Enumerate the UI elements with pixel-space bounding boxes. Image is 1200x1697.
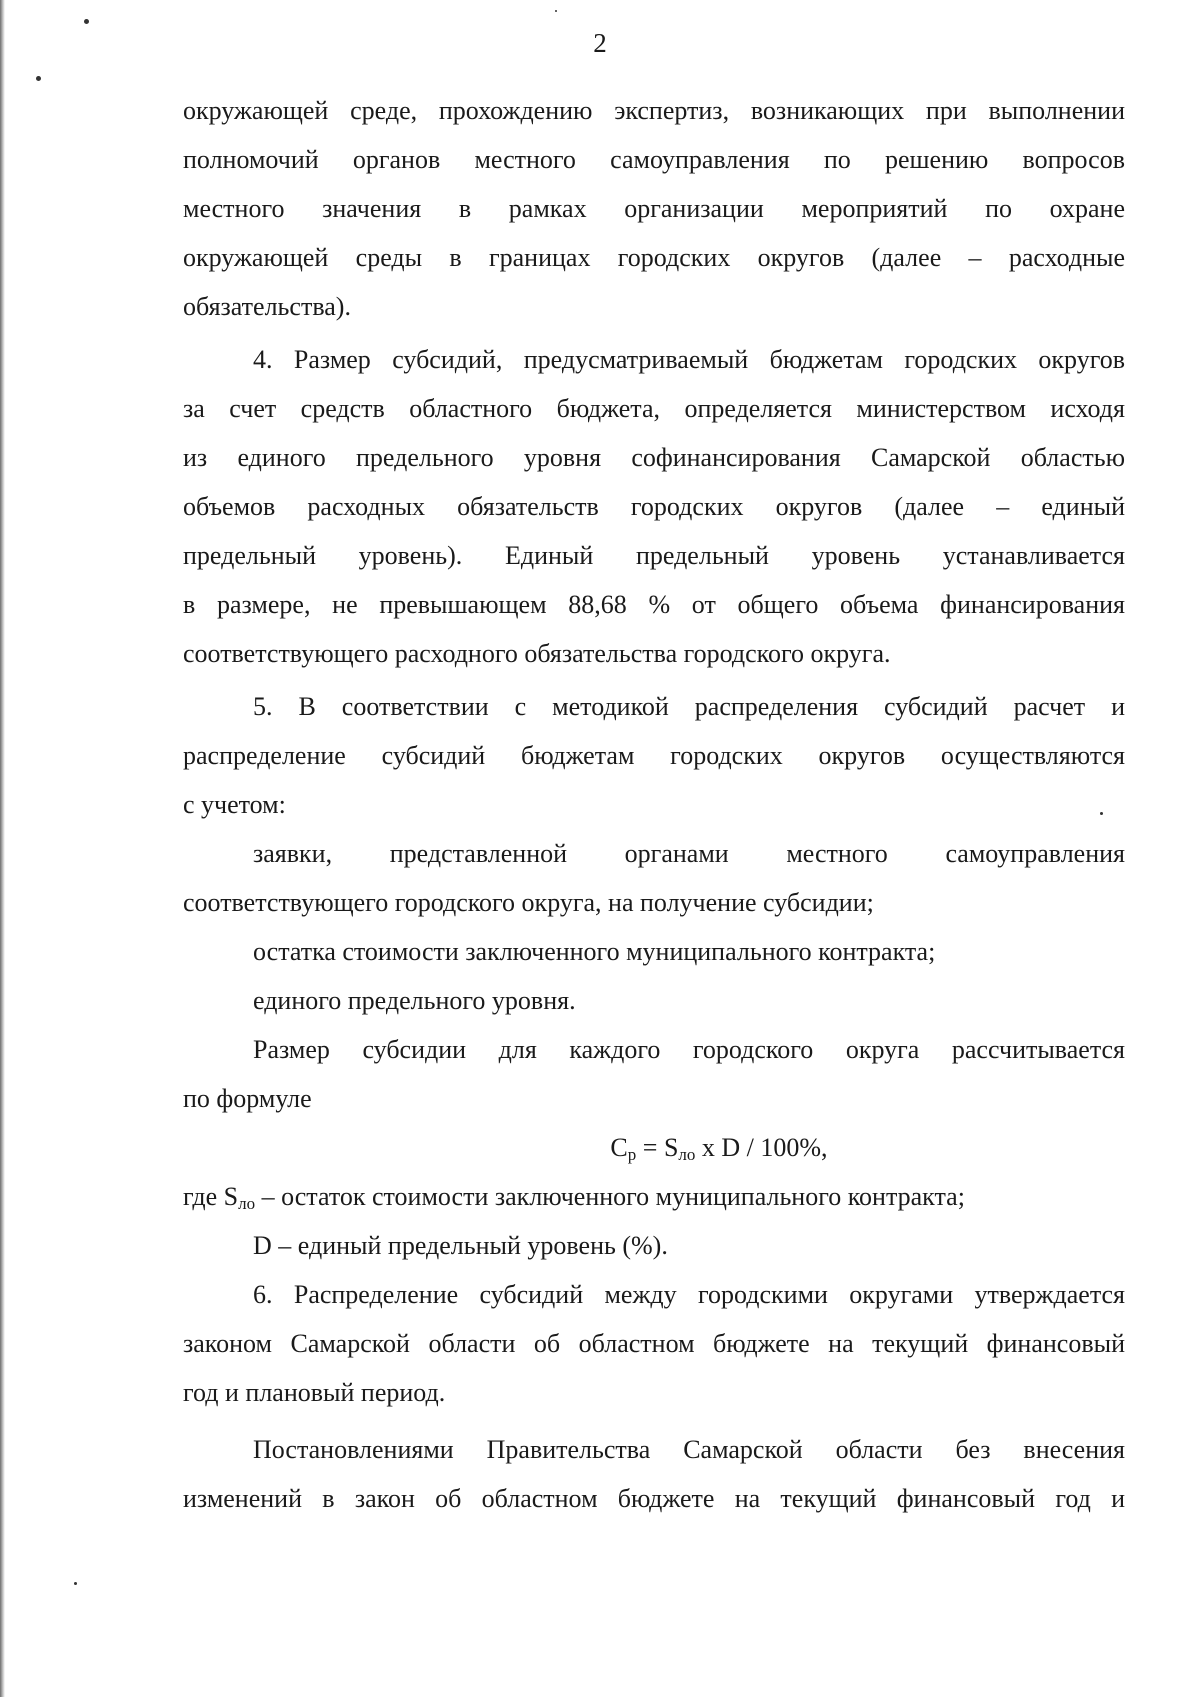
text-line: в размере, не превышающем 88,68 % от общего объема финансирования: [183, 590, 1125, 619]
paragraph-4-line: 4. Размер субсидий, предусматриваемый бюджетам городских округов: [253, 345, 1125, 374]
text-line: Постановлениями Правительства Самарской области без внесения: [253, 1435, 1125, 1464]
formula-s-sub: ло: [678, 1145, 696, 1164]
text-line: Размер субсидии для каждого городского округа рассчитывается: [253, 1035, 1125, 1064]
text-line: объемов расходных обязательств городских округов (далее – единый: [183, 492, 1125, 521]
text-line: изменений в закон об областном бюджете на текущий финансовый год и: [183, 1484, 1125, 1513]
list-item-line: единого предельного уровня.: [253, 986, 576, 1015]
paragraph-5-line: 5. В соответствии с методикой распределения субсидий расчет и: [253, 692, 1125, 721]
where-line: [183, 1172, 1125, 1221]
where-s: S: [223, 1182, 239, 1211]
list-item-line: заявки, представленной органами местного самоуправления: [253, 839, 1125, 868]
where-prefix: где: [183, 1182, 224, 1211]
text-line: за счет средств областного бюджета, определяется министерством исходя: [183, 394, 1125, 423]
scan-edge: [0, 0, 5, 1697]
page-number: 2: [593, 28, 607, 58]
formula-eq: =: [636, 1133, 664, 1162]
text-line: соответствующего городского округа, на получение субсидии;: [183, 888, 874, 917]
text-line: обязательства).: [183, 292, 351, 321]
text-line: законом Самарской области об областном бюджете на текущий финансовый: [183, 1329, 1125, 1358]
formula-rest: x D / 100%,: [695, 1133, 828, 1162]
text-line: по формуле: [183, 1084, 312, 1113]
text-line: соответствующего расходного обязательства городского округа.: [183, 639, 891, 668]
formula-s: S: [663, 1133, 679, 1162]
text-line: из единого предельного уровня софинансирования Самарской областью: [183, 443, 1125, 472]
scan-speck: [74, 1582, 77, 1585]
formula-c-sub: р: [627, 1145, 637, 1164]
where-s-sub: ло: [238, 1194, 256, 1213]
text-line: с учетом:: [183, 790, 286, 819]
scan-speck: [84, 19, 89, 24]
paragraph-6-line: 6. Распределение субсидий между городскими округами утверждается: [253, 1280, 1125, 1309]
formula-c: C: [610, 1133, 628, 1162]
text-line: окружающей среде, прохождению экспертиз, возникающих при выполнении: [183, 96, 1125, 125]
scan-speck: [555, 10, 557, 12]
document-body: [183, 86, 1125, 1523]
list-item-line: остатка стоимости заключенного муниципального контракта;: [253, 937, 936, 966]
text-line: год и плановый период.: [183, 1378, 446, 1407]
text-line: D – единый предельный уровень (%).: [253, 1231, 668, 1260]
formula: [183, 1123, 1125, 1172]
text-line: окружающей среды в границах городских округов (далее – расходные: [183, 243, 1125, 272]
where-rest: – остаток стоимости заключенного муниципального контракта;: [255, 1182, 965, 1211]
text-line: полномочий органов местного самоуправления по решению вопросов: [183, 145, 1125, 174]
text-line: предельный уровень). Единый предельный уровень устанавливается: [183, 541, 1125, 570]
scan-speck: [36, 76, 41, 81]
text-line: местного значения в рамках организации мероприятий по охране: [183, 194, 1125, 223]
text-line: распределение субсидий бюджетам городских округов осуществляются: [183, 741, 1125, 770]
